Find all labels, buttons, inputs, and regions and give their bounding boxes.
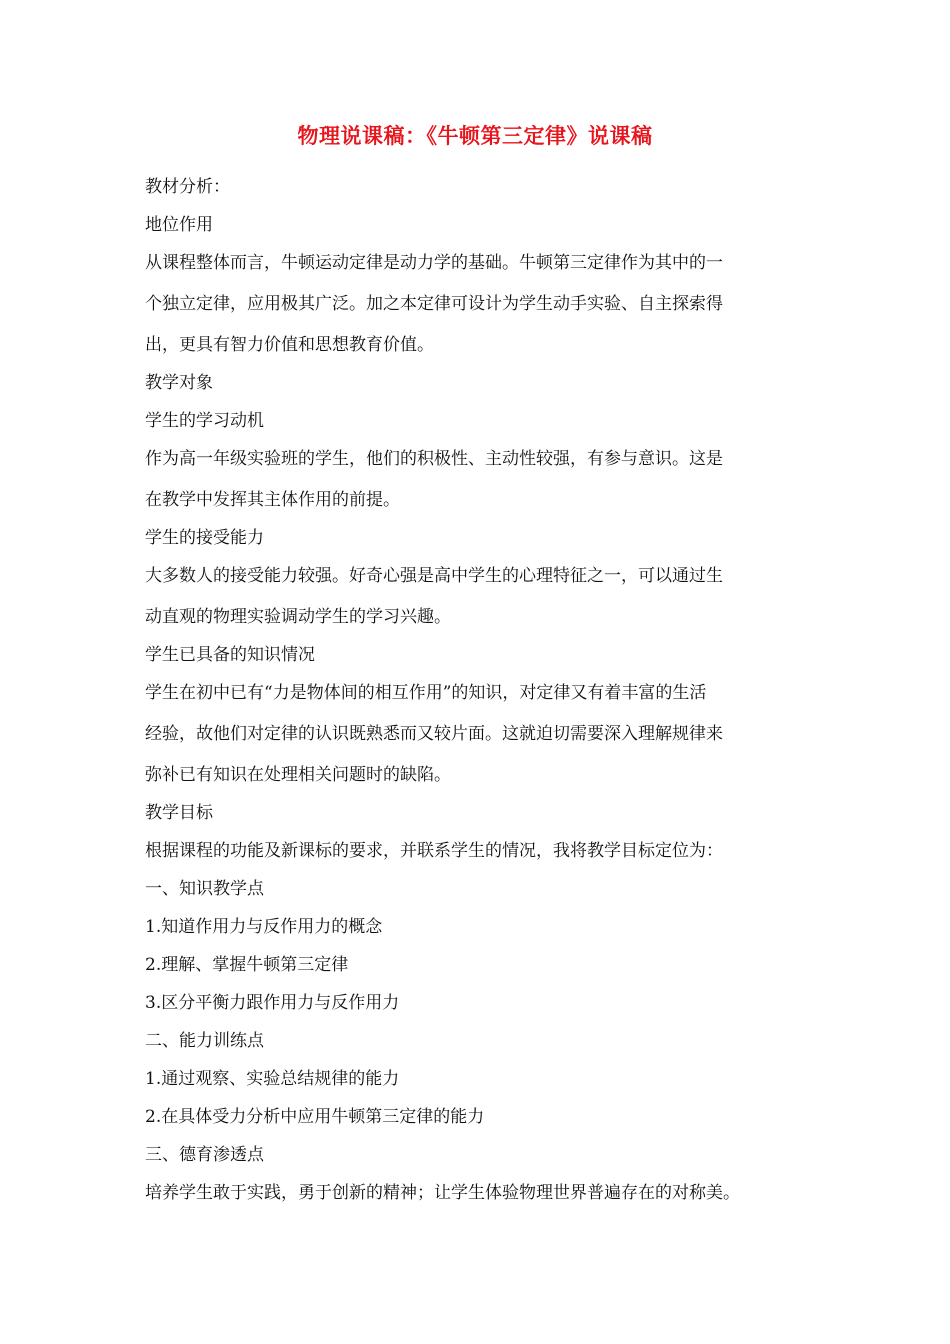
paragraph-line: 个独立定律，应用极其广泛。加之本定律可设计为学生动手实验、自主探索得 — [145, 294, 723, 314]
paragraph-line: 大多数人的接受能力较强。好奇心强是高中学生的心理特征之一，可以通过生 — [145, 566, 723, 586]
section-heading: 1.通过观察、实验总结规律的能力 — [145, 1069, 400, 1089]
section-heading: 教材分析： — [145, 177, 230, 197]
section-heading: 教学对象 — [145, 373, 213, 393]
document-body — [145, 176, 810, 1220]
paragraph-line: 弥补已有知识在处理相关问题时的缺陷。 — [145, 765, 451, 785]
paragraph-line: 从课程整体而言，牛顿运动定律是动力学的基础。牛顿第三定律作为其中的一 — [145, 253, 723, 273]
section-heading: 学生的学习动机 — [145, 411, 264, 431]
section-heading: 二、能力训练点 — [145, 1031, 264, 1051]
section-heading: 学生已具备的知识情况 — [145, 645, 315, 665]
section-heading: 根据课程的功能及新课标的要求，并联系学生的情况，我将教学目标定位为： — [145, 841, 723, 861]
paragraph-line: 作为高一年级实验班的学生，他们的积极性、主动性较强，有参与意识。这是 — [145, 449, 723, 469]
page-title: 物理说课稿：《牛顿第三定律》说课稿 — [297, 124, 653, 148]
paragraph-line: 出，更具有智力价值和思想教育价值。 — [145, 335, 434, 355]
paragraph-line: 学生在初中已有“力是物体间的相互作用”的知识，对定律又有着丰富的生活 — [145, 683, 707, 703]
section-heading: 3.区分平衡力跟作用力与反作用力 — [145, 993, 400, 1013]
section-heading: 教学目标 — [145, 803, 213, 823]
section-heading: 1.知道作用力与反作用力的概念 — [145, 917, 383, 937]
paragraph-line: 在教学中发挥其主体作用的前提。 — [145, 490, 400, 510]
section-heading: 地位作用 — [145, 215, 213, 235]
paragraph-line: 经验，故他们对定律的认识既熟悉而又较片面。这就迫切需要深入理解规律来 — [145, 724, 723, 744]
section-heading: 学生的接受能力 — [145, 528, 264, 548]
section-heading: 培养学生敢于实践，勇于创新的精神；让学生体验物理世界普遍存在的对称美。 — [145, 1183, 740, 1203]
section-heading: 2.在具体受力分析中应用牛顿第三定律的能力 — [145, 1107, 485, 1127]
paragraph-line: 动直观的物理实验调动学生的学习兴趣。 — [145, 607, 451, 627]
section-heading: 三、德育渗透点 — [145, 1145, 264, 1165]
section-heading: 一、知识教学点 — [145, 879, 264, 899]
section-heading: 2.理解、掌握牛顿第三定律 — [145, 955, 349, 975]
